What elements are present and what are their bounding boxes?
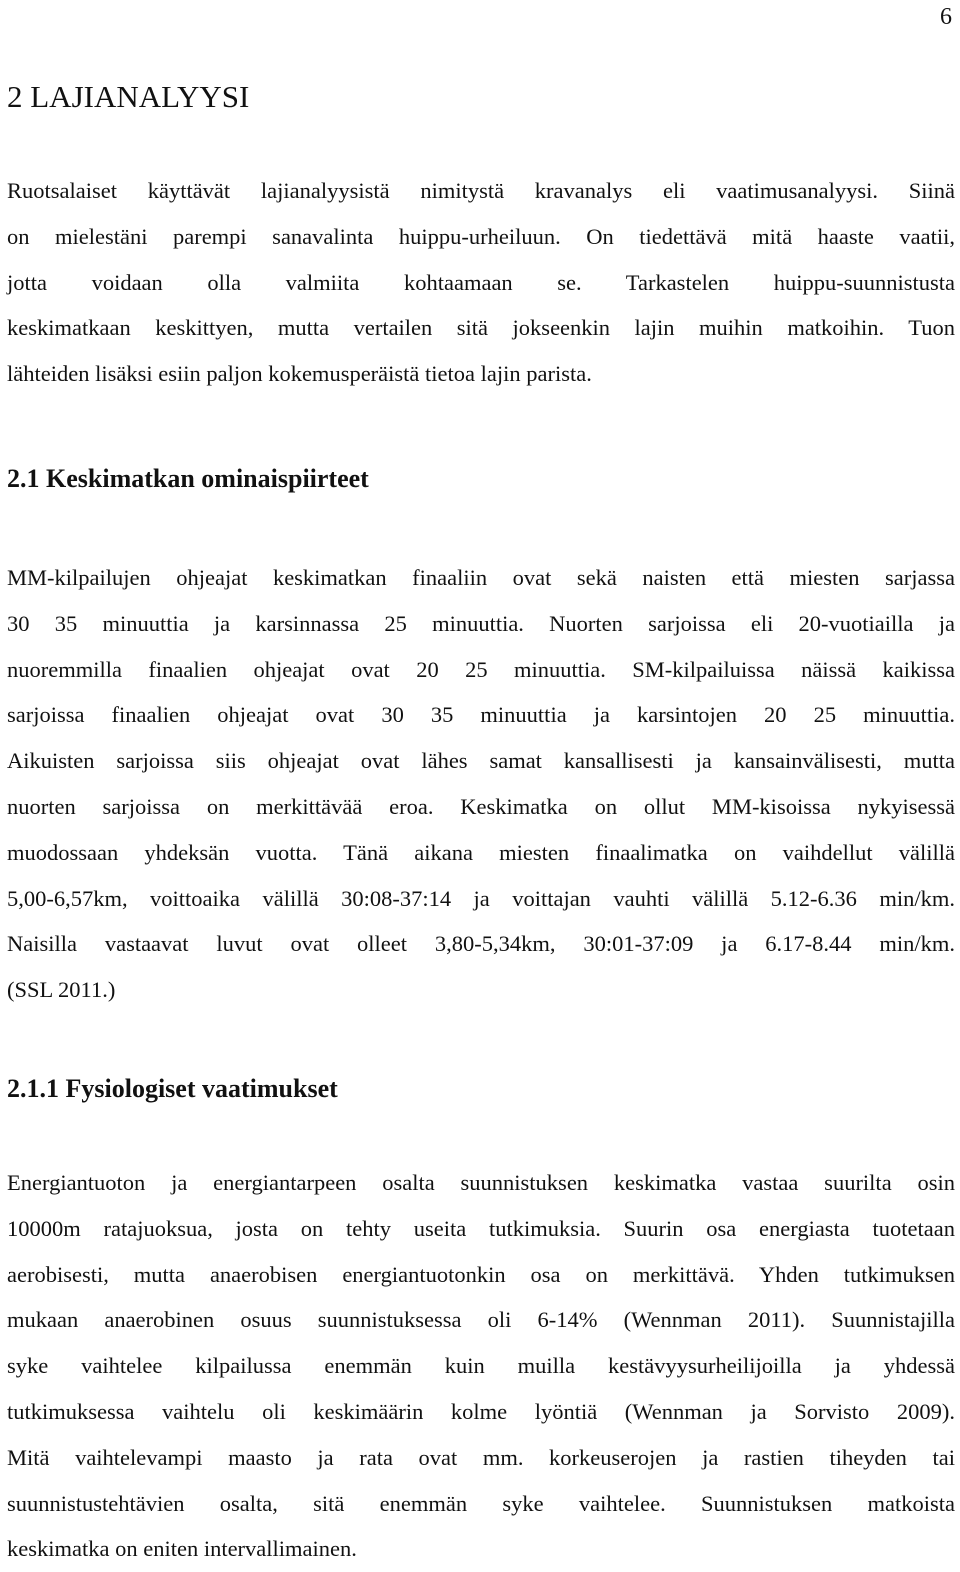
section-heading-2-1: 2.1 Keskimatkan ominaispiirteet — [7, 464, 369, 493]
text-line: Ruotsalaiset käyttävät lajianalyysistä nimitystä kravanalys eli vaatimusanalyysi. Siinä — [7, 178, 955, 203]
section-2-1-paragraph — [7, 555, 955, 1013]
text-line: tutkimuksessa vaihtelu oli keskimäärin kolme lyöntiä (Wennman ja Sorvisto 2009). — [7, 1398, 955, 1424]
text-line: on mielestäni parempi sanavalinta huippu-urheiluun. On tiedettävä mitä haaste vaatii, — [7, 223, 955, 249]
section-2-1-1-paragraph — [7, 1160, 955, 1572]
text-line: keskimatka on eniten intervallimainen. — [7, 1536, 357, 1562]
text-line: 10000m ratajuoksua, josta on tehty useita tutkimuksia. Suurin osa energiasta tuotetaan — [7, 1215, 955, 1241]
text-line: mukaan anaerobinen osuus suunnistuksessa oli 6-14% (Wennman 2011). Suunnistajilla — [7, 1307, 955, 1333]
text-line: syke vaihtelee kilpailussa enemmän kuin muilla kestävyysurheilijoilla ja yhdessä — [7, 1353, 955, 1379]
section-heading-2-1-1: 2.1.1 Fysiologiset vaatimukset — [7, 1074, 338, 1103]
text-line: Energiantuoton ja energiantarpeen osalta suunnistuksen keskimatka vastaa suurilta osin — [7, 1170, 955, 1195]
text-line: sarjoissa finaalien ohjeajat ovat 30 35 minuuttia ja karsintojen 20 25 minuuttia. — [7, 702, 955, 728]
text-line: nuorten sarjoissa on merkittävää eroa. Keskimatka on ollut MM-kisoissa nykyisessä — [7, 793, 955, 819]
text-line: 5,00-6,57km, voittoaika välillä 30:08-37:14 ja voittajan vauhti välillä 5.12-6.36 min/km. — [7, 885, 955, 911]
text-line: Mitä vaihtelevampi maasto ja rata ovat mm. korkeuserojen ja rastien tiheyden tai — [7, 1444, 955, 1470]
text-line: lähteiden lisäksi esiin paljon kokemusperäistä tietoa lajin parista. — [7, 361, 592, 387]
text-line: MM-kilpailujen ohjeajat keskimatkan finaaliin ovat sekä naisten että miesten sarjassa — [7, 565, 955, 590]
text-line: nuoremmilla finaalien ohjeajat ovat 20 25 minuuttia. SM-kilpailuissa näissä kaikissa — [7, 656, 955, 682]
page-number: 6 — [940, 4, 952, 30]
text-line: keskimatkaan keskittyen, mutta vertailen sitä jokseenkin lajin muihin matkoihin. Tuon — [7, 315, 955, 341]
text-line: muodossaan yhdeksän vuotta. Tänä aikana miesten finaalimatka on vaihdellut välillä — [7, 839, 955, 865]
text-line: 30 35 minuuttia ja karsinnassa 25 minuuttia. Nuorten sarjoissa eli 20-vuotiailla ja — [7, 610, 955, 636]
chapter-title: 2 LAJIANALYYSI — [7, 79, 250, 114]
text-line: Aikuisten sarjoissa siis ohjeajat ovat lähes samat kansallisesti ja kansainvälisesti, mutta — [7, 748, 955, 774]
text-line: suunnistustehtävien osalta, sitä enemmän syke vaihtelee. Suunnistuksen matkoista — [7, 1490, 955, 1516]
text-line: aerobisesti, mutta anaerobisen energiantuotonkin osa on merkittävä. Yhden tutkimuksen — [7, 1261, 955, 1287]
text-line: Naisilla vastaavat luvut ovat olleet 3,80-5,34km, 30:01-37:09 ja 6.17-8.44 min/km. — [7, 931, 955, 957]
text-line: jotta voidaan olla valmiita kohtaamaan se. Tarkastelen huippu-suunnistusta — [7, 269, 955, 295]
intro-paragraph — [7, 168, 955, 397]
text-line: (SSL 2011.) — [7, 977, 116, 1003]
